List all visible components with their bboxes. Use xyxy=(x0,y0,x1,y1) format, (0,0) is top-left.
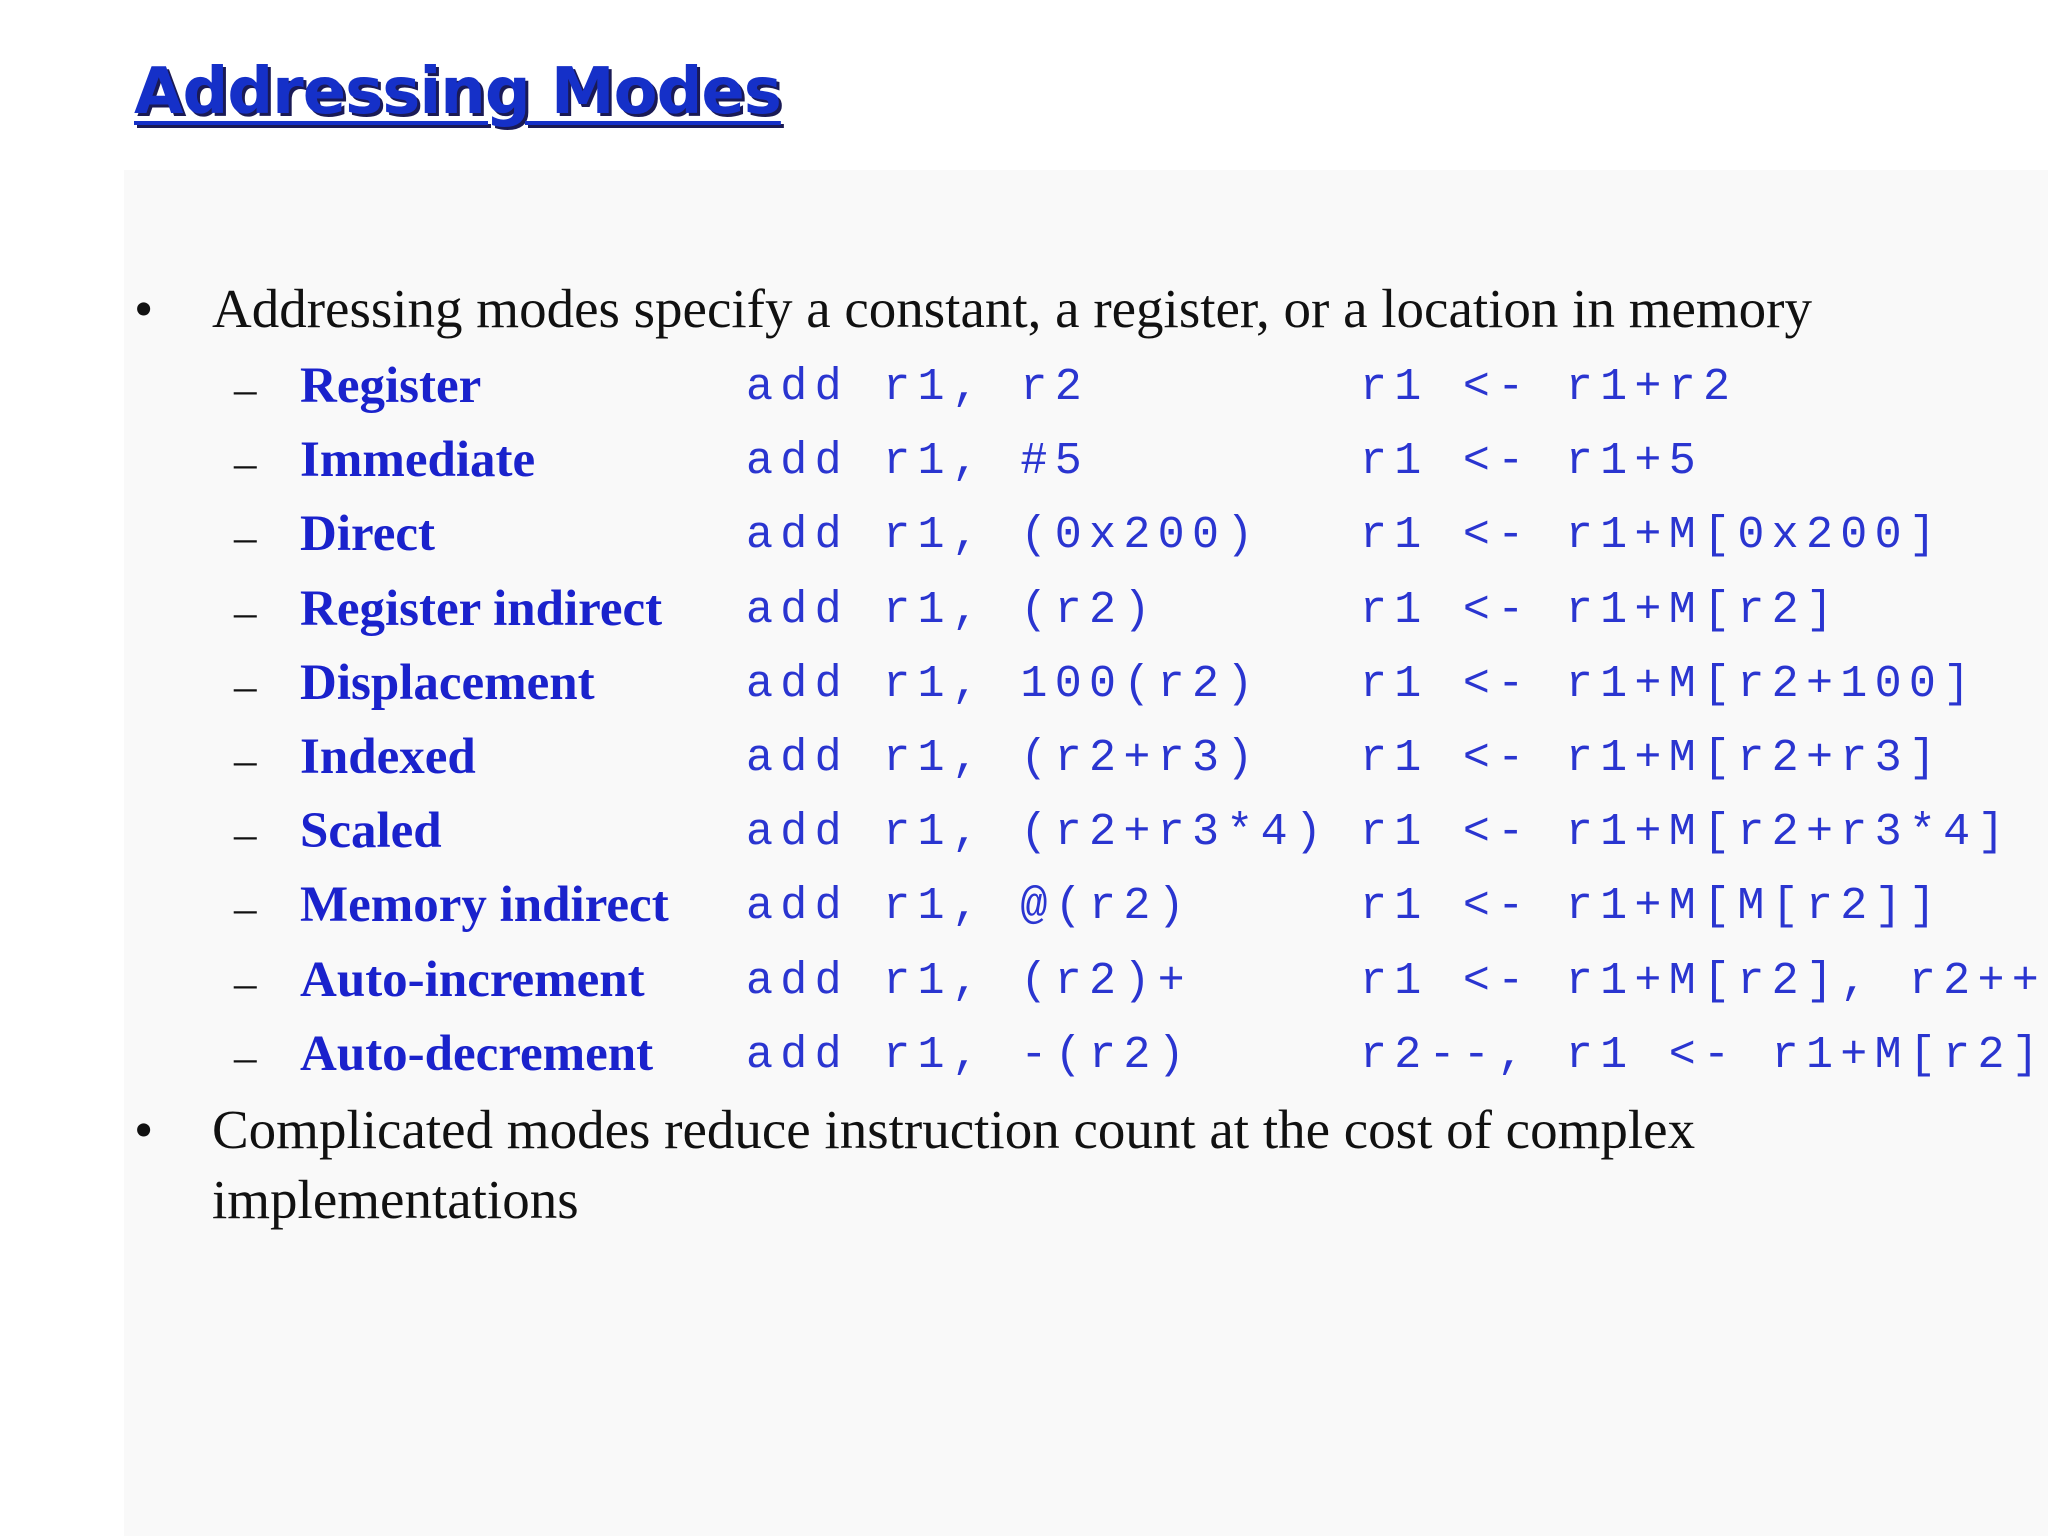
mode-row xyxy=(0,426,2048,500)
dash-bullet-icon: – xyxy=(234,883,257,934)
mode-instruction: add r1, r2 xyxy=(746,362,1090,413)
mode-row xyxy=(0,575,2048,649)
addressing-mode-list xyxy=(0,352,2048,1094)
bullet-text xyxy=(212,1095,1695,1235)
mode-instruction: add r1, -(r2) xyxy=(746,1029,1192,1081)
mode-name: Memory indirect xyxy=(300,877,669,934)
mode-instruction: add r1, 100(r2) xyxy=(746,658,1261,710)
bullet-text: Addressing modes specify a constant, a register, or a location in memory xyxy=(212,278,1812,339)
mode-effect: r1 <- r1+5 xyxy=(1360,436,1704,488)
mode-instruction: add r1, (r2+r3*4) xyxy=(746,807,1330,859)
bullet-icon: • xyxy=(134,278,154,339)
dash-bullet-icon: – xyxy=(234,809,257,860)
mode-name: Auto-decrement xyxy=(300,1025,654,1082)
mode-row xyxy=(0,723,2048,797)
dash-bullet-icon: – xyxy=(234,512,257,563)
mode-effect: r1 <- r1+M[r2], r2++ xyxy=(1360,955,2047,1007)
mode-instruction: add r1, (0x200) xyxy=(746,510,1261,562)
slide-title: Addressing Modes xyxy=(134,55,781,129)
mode-effect: r1 <- r1+r2 xyxy=(1360,362,1738,413)
bullet-icon: • xyxy=(134,1099,154,1160)
mode-row xyxy=(0,871,2048,945)
mode-effect: r1 <- r1+M[0x200] xyxy=(1360,510,1944,562)
dash-bullet-icon: – xyxy=(234,957,257,1008)
mode-instruction: add r1, (r2+r3) xyxy=(746,732,1261,784)
mode-effect: r1 <- r1+M[r2+r3] xyxy=(1360,732,1944,784)
dash-bullet-icon: – xyxy=(234,734,257,785)
mode-name: Immediate xyxy=(300,432,536,489)
bullet-text-line-1: Complicated modes reduce instruction count at the cost of complex xyxy=(212,1099,1696,1160)
mode-row xyxy=(0,352,2048,426)
mode-name: Indexed xyxy=(300,728,476,785)
mode-row xyxy=(0,946,2048,1020)
mode-instruction: add r1, (r2) xyxy=(746,584,1158,636)
mode-name: Direct xyxy=(300,506,435,563)
mode-effect: r2--, r1 <- r1+M[r2] xyxy=(1360,1029,2047,1081)
mode-row xyxy=(0,797,2048,871)
mode-name: Scaled xyxy=(300,803,442,860)
bullet-text-line-2: implementations xyxy=(212,1169,579,1230)
mode-instruction: add r1, #5 xyxy=(746,436,1090,488)
dash-bullet-icon: – xyxy=(234,364,257,414)
dash-bullet-icon: – xyxy=(234,586,257,637)
mode-row xyxy=(0,500,2048,574)
mode-effect: r1 <- r1+M[r2+r3*4] xyxy=(1360,807,2012,859)
mode-name: Displacement xyxy=(300,654,595,711)
mode-row xyxy=(0,1020,2048,1094)
mode-name: Register xyxy=(300,358,482,414)
mode-effect: r1 <- r1+M[M[r2]] xyxy=(1360,881,1944,933)
dash-bullet-icon: – xyxy=(234,660,257,711)
mode-effect: r1 <- r1+M[r2+100] xyxy=(1360,658,1978,710)
mode-name: Register indirect xyxy=(300,580,663,637)
mode-effect: r1 <- r1+M[r2] xyxy=(1360,584,1841,636)
mode-instruction: add r1, @(r2) xyxy=(746,881,1192,933)
mode-name: Auto-increment xyxy=(300,951,645,1008)
dash-bullet-icon: – xyxy=(234,438,257,489)
mode-row xyxy=(0,649,2048,723)
mode-instruction: add r1, (r2)+ xyxy=(746,955,1192,1007)
dash-bullet-icon: – xyxy=(234,1031,257,1082)
